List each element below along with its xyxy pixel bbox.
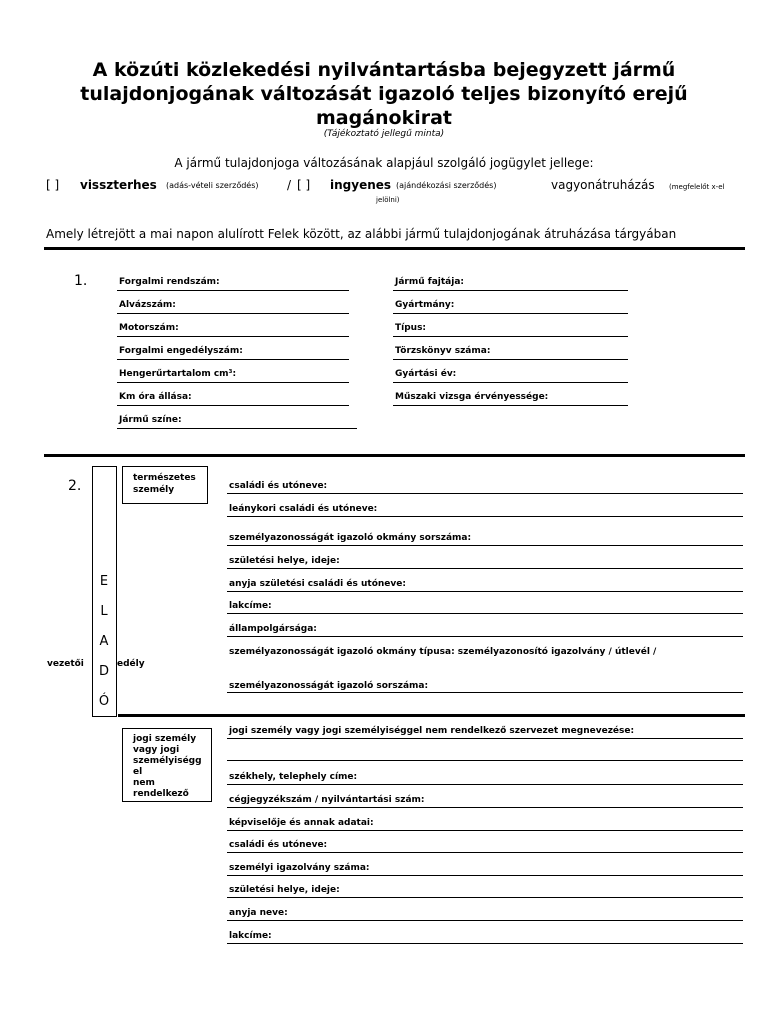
option-note-mark-2: jelölni) — [376, 196, 400, 204]
option-visszterhes-note: (adás-vételi szerződés) — [166, 181, 259, 190]
seller-field-label: lakcíme: — [229, 601, 272, 611]
seller-field-line[interactable] — [227, 613, 743, 614]
field-label: Típus: — [395, 323, 427, 333]
title-line-3: magánokirat — [315, 107, 453, 129]
seller-field-label: anyja születési családi és utóneve: — [229, 579, 406, 589]
legal-field-line[interactable] — [227, 784, 743, 785]
natural-person-label-2: személy — [133, 485, 175, 495]
field-label: Forgalmi rendszám: — [119, 277, 220, 287]
field-label: Alvázszám: — [119, 300, 176, 310]
field-label: Km óra állása: — [119, 392, 192, 402]
field-line[interactable] — [117, 382, 349, 383]
legal-field-label: cégjegyzékszám / nyilvántartási szám: — [229, 795, 425, 805]
legal-field-label: székhely, telephely címe: — [229, 772, 358, 782]
field-line[interactable] — [117, 313, 349, 314]
title-line-1: A közúti közlekedési nyilvántartásba bejegyzett jármű — [92, 59, 676, 81]
legal-entity-label-1: jogi személy — [133, 734, 197, 744]
legal-field-label: anyja neve: — [229, 908, 288, 918]
natural-person-box — [122, 466, 208, 504]
legal-field-label: személyi igazolvány száma: — [229, 863, 370, 873]
field-label: Törzskönyv száma: — [395, 346, 491, 356]
document-title — [0, 58, 768, 130]
legal-field-label: születési helye, ideje: — [229, 885, 340, 895]
field-label: Hengerűrtartalom cm³: — [119, 369, 237, 379]
seller-field-line[interactable] — [227, 493, 743, 494]
legal-field-label: képviselője és annak adatai: — [229, 818, 374, 828]
seller-letter: A — [99, 634, 109, 649]
legal-entity-box — [122, 728, 212, 802]
seller-letter: Ó — [98, 694, 110, 709]
option-ingyenes-note: (ajándékozási szerződés) — [396, 181, 497, 190]
seller-letter: L — [100, 604, 108, 619]
legal-field-label: jogi személy vagy jogi személyiséggel nem rendelkező szervezet megnevezése: — [229, 726, 635, 736]
legal-field-line[interactable] — [227, 830, 743, 831]
seller-field-label: személyazonosságát igazoló okmány sorszáma: — [229, 533, 472, 543]
field-line[interactable] — [117, 336, 349, 337]
field-line[interactable] — [117, 359, 349, 360]
legal-field-label: lakcíme: — [229, 931, 272, 941]
seller-field-label: állampolgársága: — [229, 624, 317, 634]
seller-field-line[interactable] — [227, 516, 743, 517]
legal-field-line[interactable] — [227, 760, 743, 761]
field-label: Műszaki vizsga érvényessége: — [395, 392, 549, 402]
checkbox-visszterhes[interactable]: [ ] — [46, 178, 60, 192]
option-note-mark: (megfelelőt x-el — [669, 183, 725, 191]
divider-legal-entity — [118, 714, 745, 717]
seller-field-line[interactable] — [227, 636, 743, 637]
legal-field-line[interactable] — [227, 875, 743, 876]
seller-field-label: születési helye, ideje: — [229, 556, 340, 566]
field-line[interactable] — [393, 336, 628, 337]
field-line[interactable] — [117, 428, 357, 429]
legal-entity-label-5: nem — [133, 778, 155, 788]
legal-entity-label-2: vagy jogi — [133, 745, 180, 755]
field-line[interactable] — [393, 382, 628, 383]
field-line[interactable] — [393, 313, 628, 314]
legal-entity-label-4: el — [133, 767, 143, 777]
slash-separator: / — [287, 178, 292, 192]
section-2-number: 2. — [68, 478, 82, 494]
legal-field-line[interactable] — [227, 920, 743, 921]
field-label: Gyártási év: — [395, 369, 457, 379]
option-vagyonatruhazas-label: vagyonátruházás — [551, 178, 655, 192]
seller-letter: E — [99, 574, 109, 589]
field-label: Motorszám: — [119, 323, 179, 333]
title-line-2: tulajdonjogának változását igazoló teljes bizonyító erejű — [80, 83, 688, 105]
overlap-text-left: vezetői — [47, 659, 84, 669]
field-line[interactable] — [393, 290, 628, 291]
seller-vertical-box — [92, 466, 117, 717]
seller-field-label: személyazonosságát igazoló sorszáma: — [229, 681, 429, 691]
seller-field-line[interactable] — [227, 692, 743, 693]
field-label: Forgalmi engedélyszám: — [119, 346, 243, 356]
field-line[interactable] — [117, 290, 349, 291]
seller-field-label: leánykori családi és utóneve: — [229, 504, 378, 514]
legal-field-line[interactable] — [227, 852, 743, 853]
deal-question: A jármű tulajdonjoga változásának alapjául szolgáló jogügylet jellege: — [174, 156, 594, 170]
field-label: Jármű fajtája: — [395, 277, 464, 287]
legal-field-line[interactable] — [227, 807, 743, 808]
legal-field-line[interactable] — [227, 738, 743, 739]
seller-field-line[interactable] — [227, 545, 743, 546]
legal-entity-label-3: személyiségg — [133, 756, 202, 766]
field-line[interactable] — [117, 405, 349, 406]
field-line[interactable] — [393, 405, 628, 406]
legal-field-line[interactable] — [227, 897, 743, 898]
option-ingyenes-label: ingyenes — [330, 178, 392, 192]
seller-field-line[interactable] — [227, 568, 743, 569]
seller-field-label: személyazonosságát igazoló okmány típusa: személyazonosító igazolvány / útlevél / — [229, 647, 657, 657]
field-label: Jármű színe: — [119, 415, 182, 425]
seller-field-line[interactable] — [227, 591, 743, 592]
checkbox-ingyenes[interactable]: [ ] — [297, 178, 311, 192]
seller-letter: D — [98, 664, 109, 679]
overlap-text-right: edély — [117, 659, 145, 669]
legal-entity-label-6: rendelkező — [133, 789, 189, 799]
divider-section-2 — [44, 454, 745, 457]
legal-field-line[interactable] — [227, 943, 743, 944]
divider-top — [44, 247, 745, 250]
natural-person-label-1: természetes — [133, 473, 196, 483]
field-line[interactable] — [393, 359, 628, 360]
agreement-statement: Amely létrejött a mai napon alulírott Felek között, az alábbi jármű tulajdonjogának átruházása tárgyában — [46, 227, 677, 241]
option-visszterhes-label: visszterhes — [80, 178, 157, 192]
section-1-number: 1. — [74, 273, 88, 289]
field-label: Gyártmány: — [395, 300, 455, 310]
seller-field-label: családi és utóneve: — [229, 481, 328, 491]
document-subtitle: (Tájékoztató jellegű minta) — [323, 129, 445, 139]
legal-field-label: családi és utóneve: — [229, 840, 328, 850]
